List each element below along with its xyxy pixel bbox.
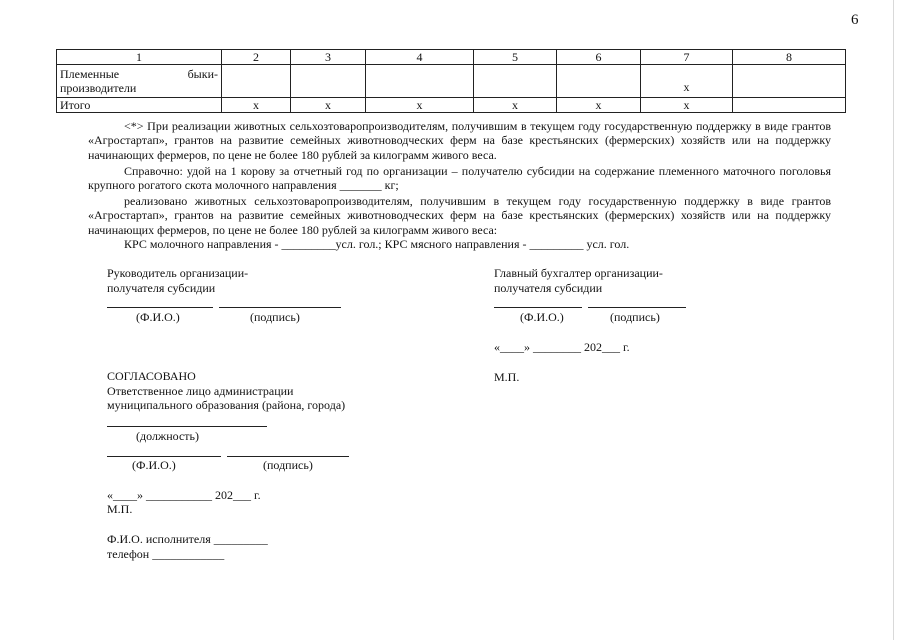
table-row [57,65,846,98]
accountant-title-line2: получателя субсидии [494,281,603,295]
sold-animals-text: реализовано животных сельхозтоваропроизводителям, получившим в текущем году государственную поддержку в виде грантов «Агростартап», грантов на развитие семейных животноводческих ферм на базе крестьянских (фермерских) хозяйств или на поддержку начинающих фермеров, по цене не более 180 рублей за килограмм живого веса: [88,194,831,237]
row-label-cell [57,98,222,113]
header-cell: 1 [57,50,222,65]
stamp-place-right: М.П. [494,370,520,384]
agreed-sign-caption: (подпись) [263,458,313,472]
table-cell [733,98,846,113]
row-label-cell [57,65,222,98]
reference-text: Справочно: удой на 1 корову за отчетный год по организации – получателю субсидии на содержание племенного маточного поголовья крупного рогатого скота молочного направления _______ кг; [88,164,831,193]
head-fio-line [107,307,213,308]
executor-phone-line: телефон ____________ [107,547,225,561]
table-cell: х [222,98,291,113]
accountant-sign-line [588,307,686,308]
cattle-count-text: КРС молочного направления - _________усл. гол.; КРС мясного направления - _________ усл. гол. [124,237,630,251]
head-sign-caption: (подпись) [250,310,300,324]
table-cell: х [474,98,557,113]
header-cell: 6 [557,50,641,65]
header-cell: 3 [291,50,366,65]
table-cell [366,65,474,98]
table-row [57,98,846,113]
table-cell: х [641,98,733,113]
table-cell: х [557,98,641,113]
row-label [57,67,221,95]
accountant-title-line1: Главный бухгалтер организации- [494,266,663,280]
row-label: Итого [60,98,91,112]
accountant-fio-line [494,307,582,308]
table-cell [222,65,291,98]
header-cell: 4 [366,50,474,65]
data-table [56,49,846,113]
agreed-heading: СОГЛАСОВАНО [107,369,196,383]
reference-paragraph [88,164,831,193]
stamp-place-left: М.П. [107,502,133,516]
header-cell: 2 [222,50,291,65]
sold-animals-paragraph [88,194,831,237]
header-cell: 7 [641,50,733,65]
table-cell [733,65,846,98]
footnote-text: <*> При реализации животных сельхозтоваропроизводителям, получившим в текущем году государственную поддержку в виде грантов «Агростартап», грантов на развитие семейных животноводческих ферм на базе крестьянских (фермерских) хозяйств или на поддержку начинающих фермеров, по цене не более 180 рублей за килограмм живого веса. [88,119,831,162]
footnote-paragraph [88,119,831,162]
cattle-count-paragraph [88,237,831,251]
table-cell: х [291,98,366,113]
agreed-sign-line [227,456,349,457]
table-cell [474,65,557,98]
page-edge-line [893,0,894,640]
table-header-row [57,50,846,65]
responsible-person-line1: Ответственное лицо администрации [107,384,294,398]
head-sign-line [219,307,341,308]
agreed-fio-line [107,456,221,457]
position-line [107,426,267,427]
executor-name-line: Ф.И.О. исполнителя _________ [107,532,268,546]
row-label-word: быки- [187,67,218,81]
table-cell [557,65,641,98]
position-caption: (должность) [136,429,199,443]
header-cell: 8 [733,50,846,65]
row-label-word: производители [60,81,137,95]
responsible-person-line2: муниципального образования (района, города) [107,398,346,412]
table-cell: х [641,65,733,98]
date-line-right: «____» ________ 202___ г. [494,340,630,354]
date-line-left: «____» ___________ 202___ г. [107,488,261,502]
table-cell [291,65,366,98]
agreed-fio-caption: (Ф.И.О.) [132,458,176,472]
head-title-line2: получателя субсидии [107,281,216,295]
page-number: 6 [851,12,859,28]
table-cell: х [366,98,474,113]
head-title-line1: Руководитель организации- [107,266,249,280]
accountant-fio-caption: (Ф.И.О.) [520,310,564,324]
header-cell: 5 [474,50,557,65]
head-fio-caption: (Ф.И.О.) [136,310,180,324]
accountant-sign-caption: (подпись) [610,310,660,324]
row-label-word: Племенные [60,67,120,81]
